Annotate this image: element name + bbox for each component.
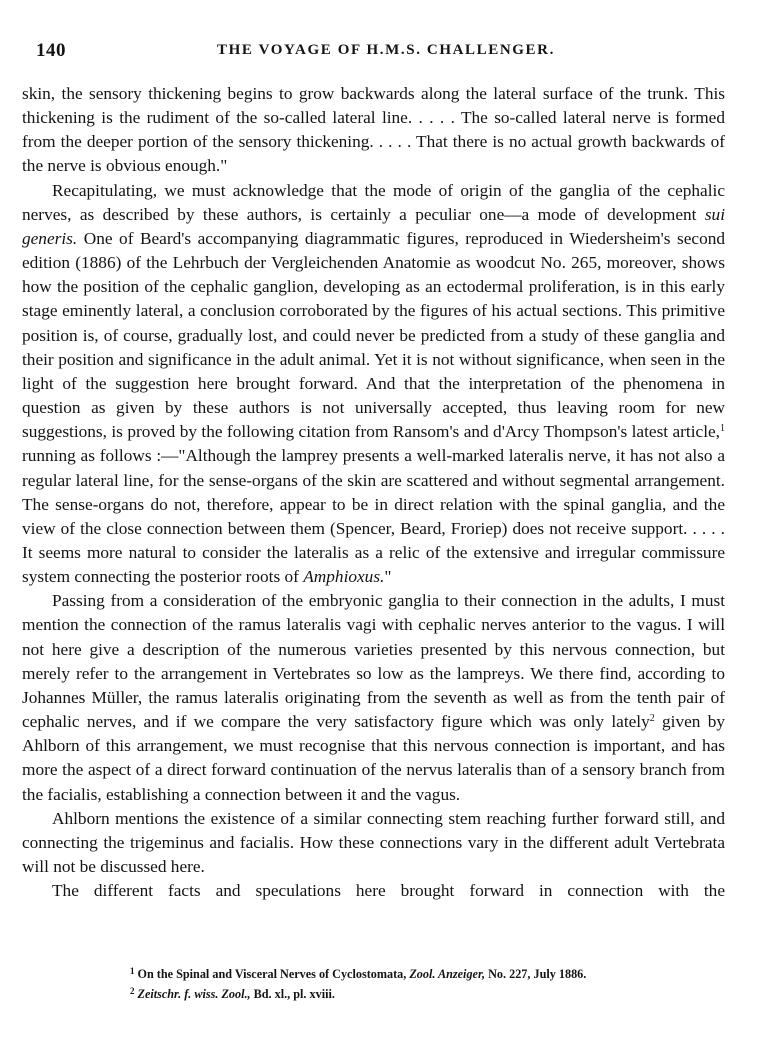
footnote-ref-2[interactable]: 2 [649, 713, 655, 725]
running-title: THE VOYAGE OF H.M.S. CHALLENGER. [217, 42, 555, 58]
paragraph-text: One of Beard's accompanying diagrammatic figures, reproduced in Wiedersheim's second edition (1886) of the Lehrbuch der Vergleichenden Anatomie as woodcut No. 265, moreover, shows how the position of the cephalic ganglion, developing as an ectodermal proliferation, is in this early stage eminently lateral, a conclusion corroborated by the figures of his actual sections. This primitive position is, of course, gradually lost, and could never be predicted from a study of these ganglia and their position and significance in the adult animal. Yet it is not without significance, when seen in the light of the suggestion here brought forward. And that the interpretation of the phenomena in question as given by these authors is not universally accepted, thus leaving room for new suggestions, is proved by the following citation from Ransom's and d'Arcy Thompson's latest article, [22, 228, 725, 442]
footnote-citation: No. 227, July 1886. [485, 967, 587, 981]
footnote-citation: Bd. xl., pl. xviii. [250, 987, 335, 1001]
footnote-journal: Zeitschr. f. wiss. Zool., [137, 987, 251, 1001]
footnotes [130, 963, 690, 1003]
paragraph-text: running as follows :—"Although the lamprey presents a well-marked lateralis nerve, it has not also a regular lateral line, for the sense-organs of the skin are scattered and without segmental arrangement. The sense-organs do not, therefore, appear to be in direct relation with the spinal ganglia, and the view of the close connection between them (Spencer, Beard, Froriep) does not receive support. . . . . It seems more natural to consider the lateralis as a relic of the extensive and irregular commissure system connecting the posterior roots of [22, 446, 725, 587]
paragraph-text: Passing from a consideration of the embryonic ganglia to their connection in the adults, I must mention the connection of the ramus lateralis vagi with cephalic nerves anterior to the vagus. I will not here give a description of the numerous varieties presented by this nervous connection, but merely refer to the arrangement in Vertebrates so low as the lampreys. We there find, according to Johannes Müller, the ramus lateralis originating from the seventh as well as from the tenth pair of cephalic nerves, and if we compare the very satisfactory figure which was only lately [22, 591, 725, 732]
paragraph-passing [22, 589, 725, 806]
paragraph-text: given by Ahlborn of this arrangement, we must recognise that this nervous connection is important, and has more the aspect of a direct forward continuation of the nervus lateralis than of a sensory branch from the facialis, establishing a connection between it and the vagus. [22, 712, 725, 804]
paragraph-recapitulating [22, 179, 725, 590]
footnote-1 [130, 963, 690, 983]
footnote-journal: Zool. Anzeiger, [409, 967, 486, 981]
page-number: 140 [36, 40, 66, 61]
footnote-2 [130, 983, 690, 1003]
paragraph-text: Recapitulating, we must acknowledge that the mode of origin of the ganglia of the cephalic nerves, as described by these authors, is certainly a peculiar one—a mode of development [22, 180, 725, 224]
footnote-mark: 1 [130, 966, 135, 976]
page-header [36, 40, 736, 66]
paragraph-different-facts: The different facts and speculations here brought forward in connection with the [52, 881, 725, 901]
footnote-ref-1[interactable]: 1 [720, 423, 725, 435]
footnote-text: On the Spinal and Visceral Nerves of Cyclostomata, [137, 967, 410, 981]
footnote-mark: 2 [130, 986, 135, 996]
paragraph-ahlborn: Ahlborn mentions the existence of a similar connecting stem reaching further forward still, and connecting the trigeminus and facialis. How these connections vary in the different adult Vertebrata will not be discussed here. [22, 808, 725, 876]
closing-quote: " [384, 567, 392, 587]
italic-genus: Amphioxus. [303, 567, 385, 587]
paragraph-continued: skin, the sensory thickening begins to grow backwards along the lateral surface of the trunk. This thickening is the rudiment of the so-called lateral line. . . . . The so-called lateral nerve is formed from the deeper portion of the sensory thickening. . . . . That there is no actual growth backwards of the nerve is obvious enough." [22, 84, 725, 176]
body-text [22, 82, 725, 903]
italic-phrase: sui generis. [22, 204, 725, 248]
